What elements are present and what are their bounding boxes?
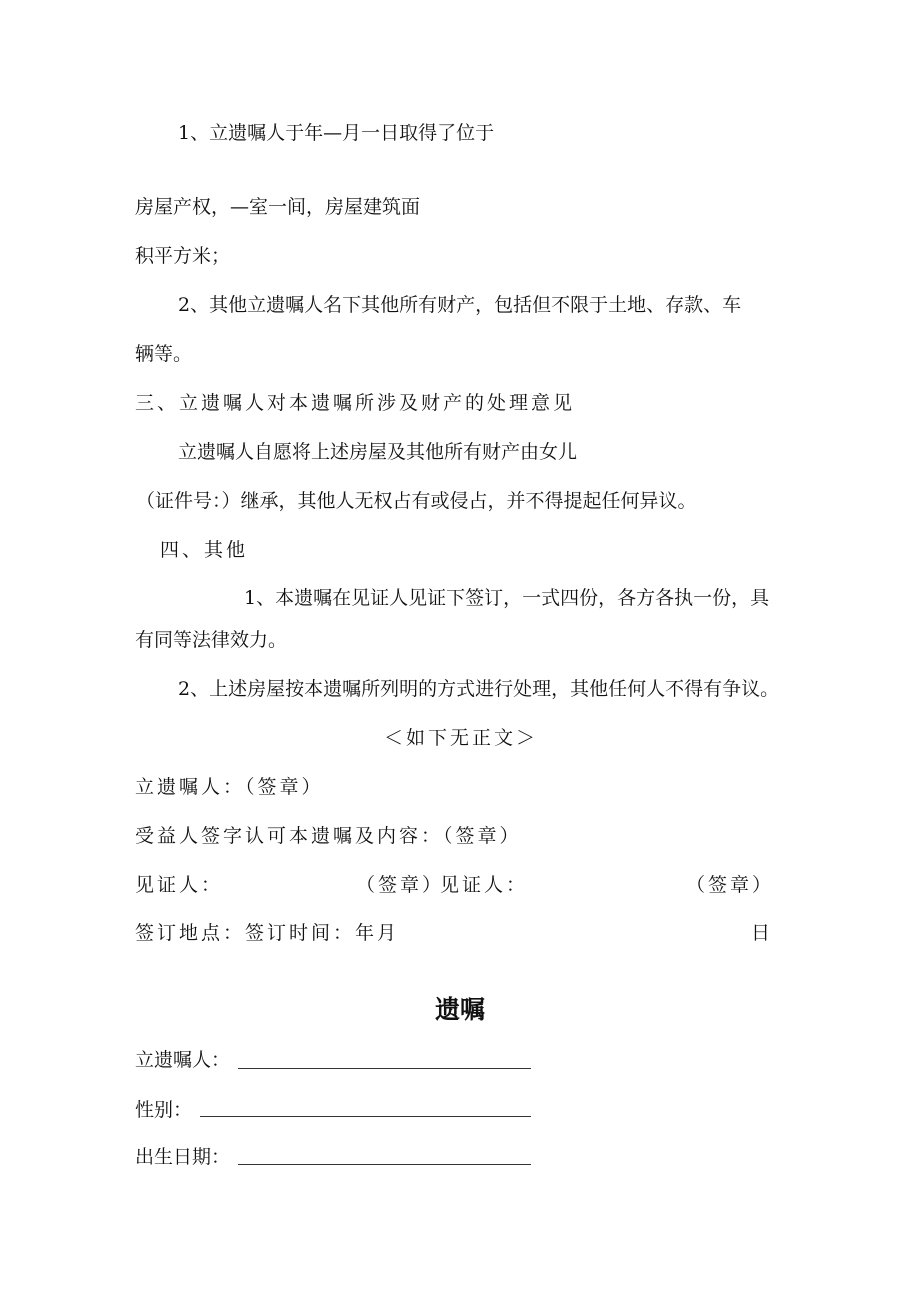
form-testator-label: 立遗嘱人：	[135, 1049, 231, 1071]
form-gender-label: 性别：	[135, 1099, 193, 1121]
section-four-item1-line1: 1、本遗嘱在见证人见证下签订，一式四份，各方各执一份，具	[244, 587, 770, 609]
birthdate-blank-line	[238, 1164, 531, 1165]
item2-line2: 辆等。	[135, 343, 193, 365]
day-label: 日	[751, 922, 771, 944]
item1-line2: 房屋产权，—室一间，房屋建筑面	[135, 196, 421, 218]
witness1-seal: （签章）	[356, 874, 445, 896]
section-three-para-line1: 立遗嘱人自愿将上述房屋及其他所有财产由女儿	[178, 441, 578, 463]
section-four-heading: 四、其他	[160, 539, 249, 561]
witness2-label: 见证人：	[440, 874, 529, 896]
testator-blank-line	[238, 1068, 531, 1069]
form-title: 遗嘱	[434, 995, 485, 1024]
item1-line1: 1、立遗嘱人于年—月一日取得了位于	[178, 122, 495, 144]
place-time-line: 签订地点：签订时间：年月	[135, 922, 400, 944]
witness1-label: 见证人：	[135, 874, 224, 896]
section-three-para-line2: （证件号：）继承，其他人无权占有或侵占，并不得提起任何异议。	[136, 490, 697, 512]
section-three-heading: 三、立遗嘱人对本遗嘱所涉及财产的处理意见	[135, 392, 576, 414]
section-four-item2: 2、上述房屋按本遗嘱所列明的方式进行处理，其他任何人不得有争议。	[178, 678, 780, 700]
form-birthdate-label: 出生日期：	[135, 1146, 231, 1168]
section-four-item1-line2: 有同等法律效力。	[135, 629, 288, 651]
gender-blank-line	[200, 1116, 531, 1117]
item1-line3: 积平方米；	[135, 245, 231, 267]
testator-signature-line: 立遗嘱人：（签章）	[135, 776, 324, 798]
beneficiary-signature-line: 受益人签字认可本遗嘱及内容：（签章）	[135, 825, 522, 847]
end-of-text-marker: ＜如下无正文＞	[384, 727, 539, 749]
witness2-seal: （签章）	[686, 874, 775, 896]
item2-line1: 2、其他立遗嘱人名下其他所有财产，包括但不限于土地、存款、车	[178, 294, 742, 316]
